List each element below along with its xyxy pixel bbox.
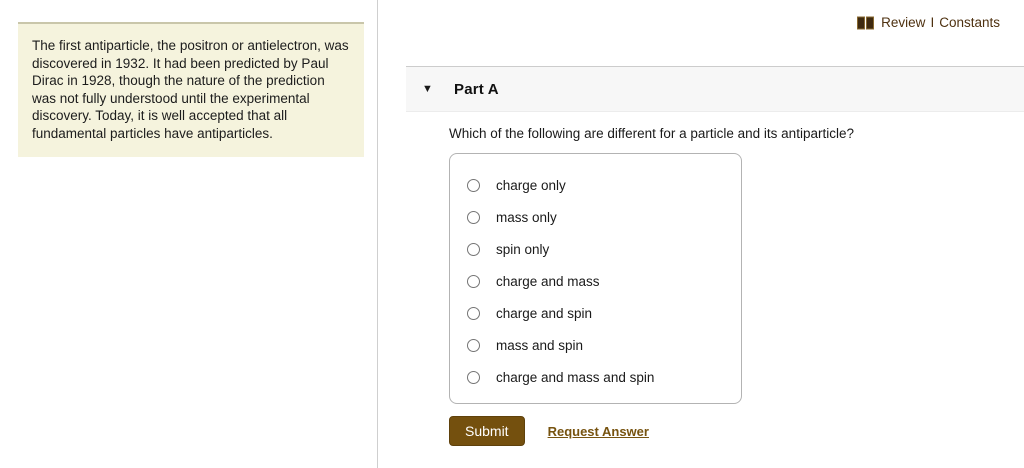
question-text: Which of the following are different for a particle and its antiparticle? — [449, 126, 854, 141]
option-label[interactable]: mass and spin — [496, 337, 584, 353]
intro-text-box — [18, 22, 364, 157]
review-separator: I — [930, 15, 935, 30]
option-row[interactable] — [450, 329, 741, 361]
submit-button[interactable]: Submit — [449, 416, 525, 446]
request-answer-link[interactable]: Request Answer — [547, 423, 649, 439]
option-label[interactable]: charge and mass and spin — [496, 369, 655, 385]
answer-options-box — [449, 153, 742, 404]
option-row[interactable] — [450, 233, 741, 265]
option-row[interactable] — [450, 297, 741, 329]
review-links — [881, 15, 1000, 30]
question-panel — [378, 0, 1024, 468]
part-a-header[interactable] — [406, 66, 1024, 112]
open-book-icon — [857, 16, 874, 30]
part-a-title: Part A — [454, 80, 499, 98]
option-row[interactable] — [450, 265, 741, 297]
option-label[interactable]: mass only — [496, 209, 557, 225]
radio-button[interactable] — [467, 307, 480, 320]
radio-button[interactable] — [467, 371, 480, 384]
option-row[interactable] — [450, 361, 741, 393]
constants-link[interactable]: Constants — [939, 15, 1000, 30]
option-row[interactable] — [450, 169, 741, 201]
option-label[interactable]: charge and spin — [496, 305, 593, 321]
radio-button[interactable] — [467, 211, 480, 224]
collapse-triangle-icon[interactable]: ▼ — [422, 83, 433, 95]
radio-button[interactable] — [467, 275, 480, 288]
radio-button[interactable] — [467, 339, 480, 352]
review-constants-bar — [857, 15, 1000, 30]
review-link[interactable]: Review — [881, 15, 926, 30]
radio-button[interactable] — [467, 243, 480, 256]
option-label[interactable]: spin only — [496, 241, 550, 257]
intro-panel — [0, 0, 378, 468]
option-row[interactable] — [450, 201, 741, 233]
action-row — [449, 416, 649, 446]
intro-text: The first antiparticle, the positron or antielectron, was discovered in 1932. It had been predicted by Paul Dirac in 1928, though the nature of the prediction was not fully understood until the experimental discovery. Today, it is well accepted that all fundamental particles have antiparticles. — [32, 38, 349, 141]
option-label[interactable]: charge and mass — [496, 273, 600, 289]
option-label[interactable]: charge only — [496, 177, 566, 193]
radio-button[interactable] — [467, 179, 480, 192]
